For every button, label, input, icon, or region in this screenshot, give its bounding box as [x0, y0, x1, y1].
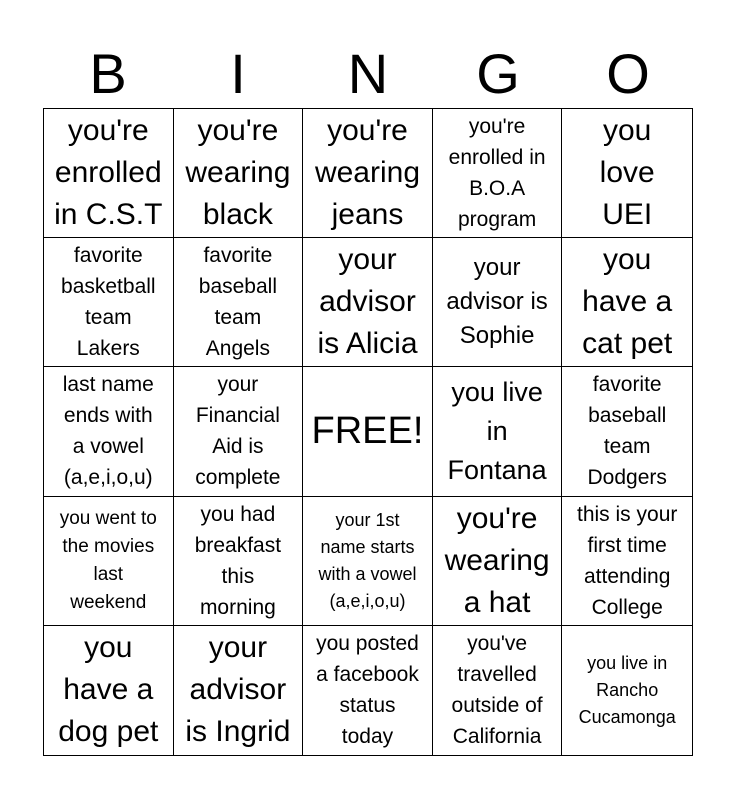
- bingo-cell[interactable]: [433, 238, 563, 367]
- bingo-cell[interactable]: [174, 497, 304, 626]
- cell-text: this is your first time attending College: [577, 502, 678, 619]
- bingo-cell[interactable]: [303, 626, 433, 755]
- bingo-cell[interactable]: [303, 109, 433, 238]
- bingo-cell[interactable]: [174, 367, 304, 496]
- cell-text: you're wearing black: [185, 114, 291, 232]
- bingo-cell[interactable]: [562, 238, 692, 367]
- cell-text: you have a dog pet: [58, 631, 159, 749]
- bingo-cell[interactable]: [44, 497, 174, 626]
- cell-text: favorite baseball team Angels: [198, 244, 277, 361]
- free-space[interactable]: [303, 367, 433, 496]
- bingo-cell[interactable]: [44, 109, 174, 238]
- cell-text: you're wearing a hat: [444, 501, 550, 619]
- bingo-cell[interactable]: [562, 497, 692, 626]
- bingo-cell[interactable]: [433, 109, 563, 238]
- header-letter-o: O: [606, 42, 650, 105]
- free-label: FREE!: [311, 409, 424, 452]
- bingo-cell[interactable]: [562, 626, 692, 755]
- bingo-cell[interactable]: [174, 626, 304, 755]
- cell-text: last name ends with a vowel (a,e,i,o,u): [62, 373, 154, 490]
- cell-text: you live in Fontana: [447, 376, 547, 485]
- cell-text: favorite baseball team Dodgers: [587, 373, 667, 490]
- bingo-cell[interactable]: [174, 238, 304, 367]
- header-letter-i: I: [230, 42, 246, 105]
- cell-text: you've travelled outside of California: [451, 632, 543, 749]
- cell-text: your Financial Aid is complete: [195, 373, 281, 490]
- bingo-header: [43, 40, 693, 108]
- bingo-cell[interactable]: [433, 497, 563, 626]
- cell-text: you're wearing jeans: [314, 114, 421, 232]
- cell-text: you went to the movies last weekend: [59, 507, 157, 613]
- cell-text: your advisor is Sophie: [446, 254, 548, 350]
- bingo-cell[interactable]: [174, 109, 304, 238]
- cell-text: favorite basketball team Lakers: [61, 244, 156, 361]
- bingo-cell[interactable]: [44, 367, 174, 496]
- cell-text: you had breakfast this morning: [194, 502, 282, 619]
- bingo-cell[interactable]: [303, 238, 433, 367]
- bingo-cell[interactable]: [433, 626, 563, 755]
- header-letter-b: B: [89, 42, 127, 105]
- cell-text: your 1st name starts with a vowel (a,e,i,o,u): [318, 509, 417, 611]
- cell-text: you love UEI: [599, 114, 655, 232]
- cell-text: you're enrolled in C.S.T: [54, 114, 163, 232]
- header-letter-g: G: [476, 42, 520, 105]
- bingo-cell[interactable]: [44, 626, 174, 755]
- bingo-cell[interactable]: [562, 367, 692, 496]
- cell-text: your advisor is Ingrid: [185, 631, 291, 749]
- bingo-cell[interactable]: [562, 109, 692, 238]
- header-letter-n: N: [347, 42, 389, 105]
- bingo-cell[interactable]: [44, 238, 174, 367]
- cell-text: you posted a facebook status today: [316, 632, 419, 749]
- bingo-cell[interactable]: [433, 367, 563, 496]
- cell-text: your advisor is Alicia: [317, 243, 418, 361]
- cell-text: you have a cat pet: [582, 243, 673, 361]
- bingo-cell[interactable]: [303, 497, 433, 626]
- cell-text: you live in Rancho Cucamonga: [578, 652, 676, 727]
- cell-text: you're enrolled in B.O.A program: [448, 115, 546, 232]
- bingo-board: [43, 108, 693, 756]
